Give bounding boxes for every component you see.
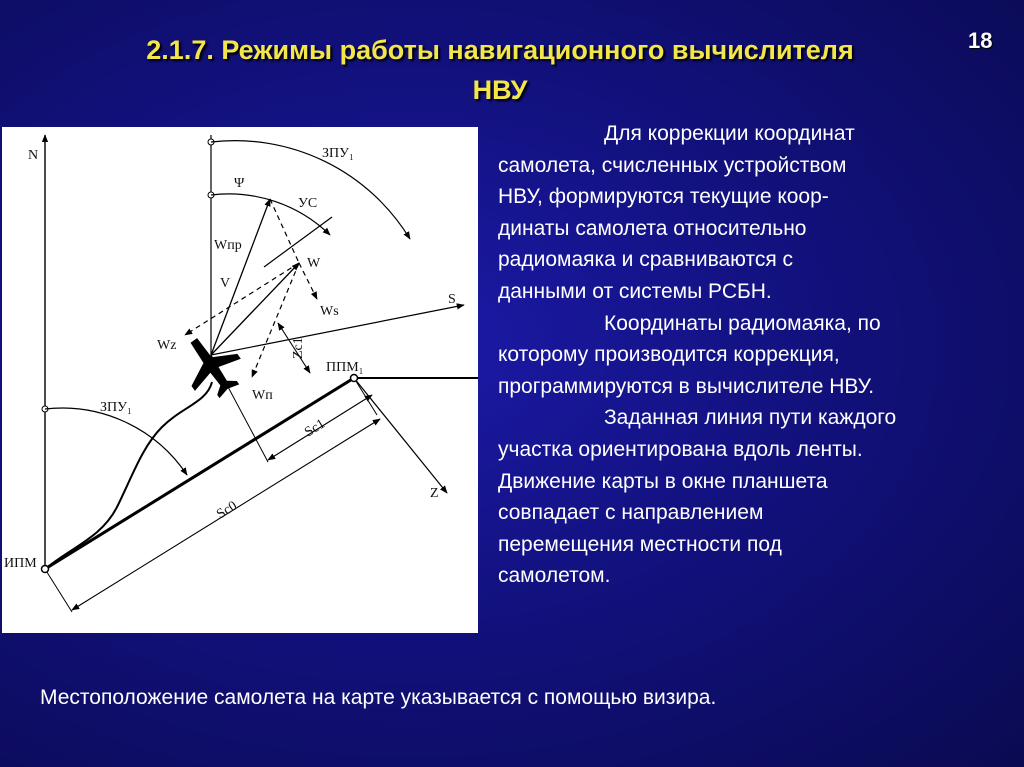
paragraph-1 bbox=[498, 118, 1018, 308]
p3-line-2: участка ориентирована вдоль ленты. bbox=[498, 437, 863, 461]
zpu-top-label: ЗПУ₁ bbox=[322, 146, 354, 161]
wpr-label: Wпр bbox=[214, 238, 242, 253]
slide-number: 18 bbox=[968, 28, 993, 53]
wpr-dashed bbox=[270, 199, 299, 263]
p3-line-6: самолетом. bbox=[498, 564, 611, 588]
p1-line-5: радиомаяка и сравниваются с bbox=[498, 248, 794, 272]
w-label: W bbox=[307, 256, 321, 271]
wp-label: Wп bbox=[252, 388, 273, 403]
p1-line-6: данными от системы РСБН. bbox=[498, 279, 772, 303]
z-axis-label: Z bbox=[430, 486, 439, 501]
paragraph-3 bbox=[498, 402, 1018, 592]
p2-line-1: Координаты радиомаяка, по bbox=[604, 311, 881, 335]
wz-label: Wz bbox=[157, 338, 177, 353]
paragraph-2 bbox=[498, 308, 1018, 403]
ppm-point bbox=[351, 375, 358, 382]
p1-line-2: самолета, счисленных устройством bbox=[498, 153, 847, 177]
p3-line-3: Движение карты в окне планшета bbox=[498, 469, 828, 493]
route-line bbox=[45, 378, 354, 569]
north-label: N bbox=[28, 148, 39, 163]
psi-label: Ψ bbox=[234, 176, 245, 191]
slide-title bbox=[40, 30, 960, 110]
p3-line-1: Заданная линия пути каждого bbox=[604, 406, 897, 430]
p1-line-3: НВУ, формируются текущие коор- bbox=[498, 185, 829, 209]
p1-line-4: динаты самолета относительно bbox=[498, 216, 807, 240]
ws-label: Ws bbox=[320, 304, 339, 319]
body-text bbox=[498, 118, 1018, 592]
zpu-left-label: ЗПУ₁ bbox=[100, 400, 132, 415]
navigation-diagram bbox=[2, 127, 478, 633]
z-axis bbox=[354, 378, 447, 493]
p3-line-5: перемещения местности под bbox=[498, 532, 782, 556]
v-label: V bbox=[220, 276, 231, 291]
ipm-point bbox=[42, 566, 49, 573]
zpu-left-arc bbox=[45, 408, 187, 475]
p2-line-2: которому производится коррекция, bbox=[498, 343, 840, 367]
sc1-extension-2 bbox=[354, 378, 377, 415]
sc0-label: Sc0 bbox=[214, 498, 240, 523]
footer-text: Местоположение самолета на карте указывается с помощью визира. bbox=[40, 686, 717, 709]
slide-title-line2: НВУ bbox=[472, 75, 528, 105]
p1-line-1: Для коррекции координат bbox=[604, 122, 855, 145]
us-label: УС bbox=[298, 196, 318, 211]
sc1-label: Sc1 bbox=[302, 416, 328, 441]
p2-line-3: программируются в вычислителе НВУ. bbox=[498, 374, 875, 398]
s-axis-label: S bbox=[448, 292, 456, 307]
sc0-extension bbox=[45, 569, 72, 612]
zc1-label: Zc1 bbox=[291, 337, 306, 359]
ipm-label: ИПМ bbox=[4, 556, 37, 571]
slide-title-line1: 2.1.7. Режимы работы навигационного вычислителя bbox=[146, 35, 854, 65]
p3-line-4: совпадает с направлением bbox=[498, 501, 764, 525]
ppm-label: ППМ₁ bbox=[326, 360, 364, 375]
